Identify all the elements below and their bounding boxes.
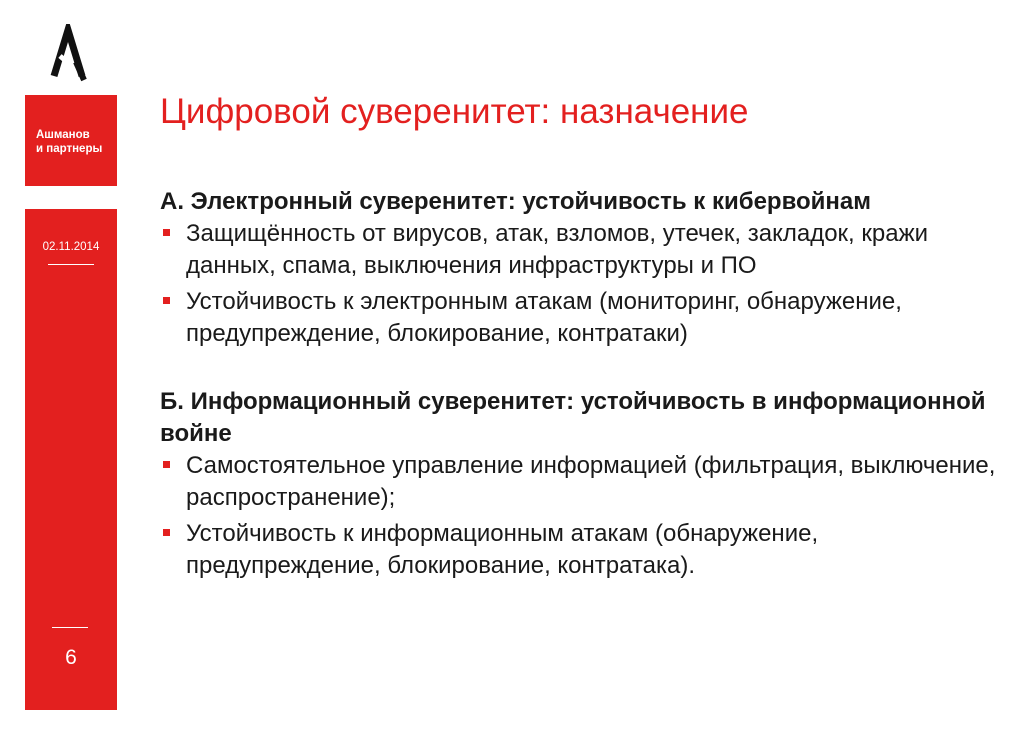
slide-content: [160, 186, 1000, 582]
list-item: [160, 450, 1000, 514]
ashmanov-logo-icon: [46, 24, 92, 82]
section-heading: А. Электронный суверенитет: устойчивость к кибервойнам: [160, 188, 872, 215]
bullet-square-icon: [163, 229, 170, 236]
bullet-list: [160, 218, 1000, 350]
slide-date: 02.11.2014: [42, 241, 100, 253]
sidebar: [25, 209, 117, 710]
list-item: [160, 518, 1000, 582]
date-divider: [48, 264, 94, 265]
bullet-square-icon: [163, 461, 170, 468]
bullet-list: [160, 450, 1000, 582]
list-item: [160, 286, 1000, 350]
bullet-text: Защищённость от вирусов, атак, взломов, утечек, закладок, кражи данных, спама, выключения инфраструктуры и ПО: [186, 220, 929, 279]
slide-title: Цифровой суверенитет: назначение: [160, 92, 749, 131]
brand-name: Ашманов и партнеры: [36, 129, 103, 155]
bullet-square-icon: [163, 297, 170, 304]
brand-block: [25, 95, 117, 186]
bullet-square-icon: [163, 529, 170, 536]
page-divider: [52, 627, 88, 628]
list-item: [160, 218, 1000, 282]
page-number: 6: [65, 646, 77, 669]
bullet-text: Устойчивость к электронным атакам (мониторинг, обнаружение, предупреждение, блокирование, контратаки): [186, 288, 902, 347]
bullet-text: Самостоятельное управление информацией (фильтрация, выключение, распространение);: [186, 452, 996, 511]
section-heading: Б. Информационный суверенитет: устойчивость в информационной войне: [160, 388, 986, 447]
bullet-text: Устойчивость к информационным атакам (обнаружение, предупреждение, блокирование, контратака).: [186, 520, 819, 579]
